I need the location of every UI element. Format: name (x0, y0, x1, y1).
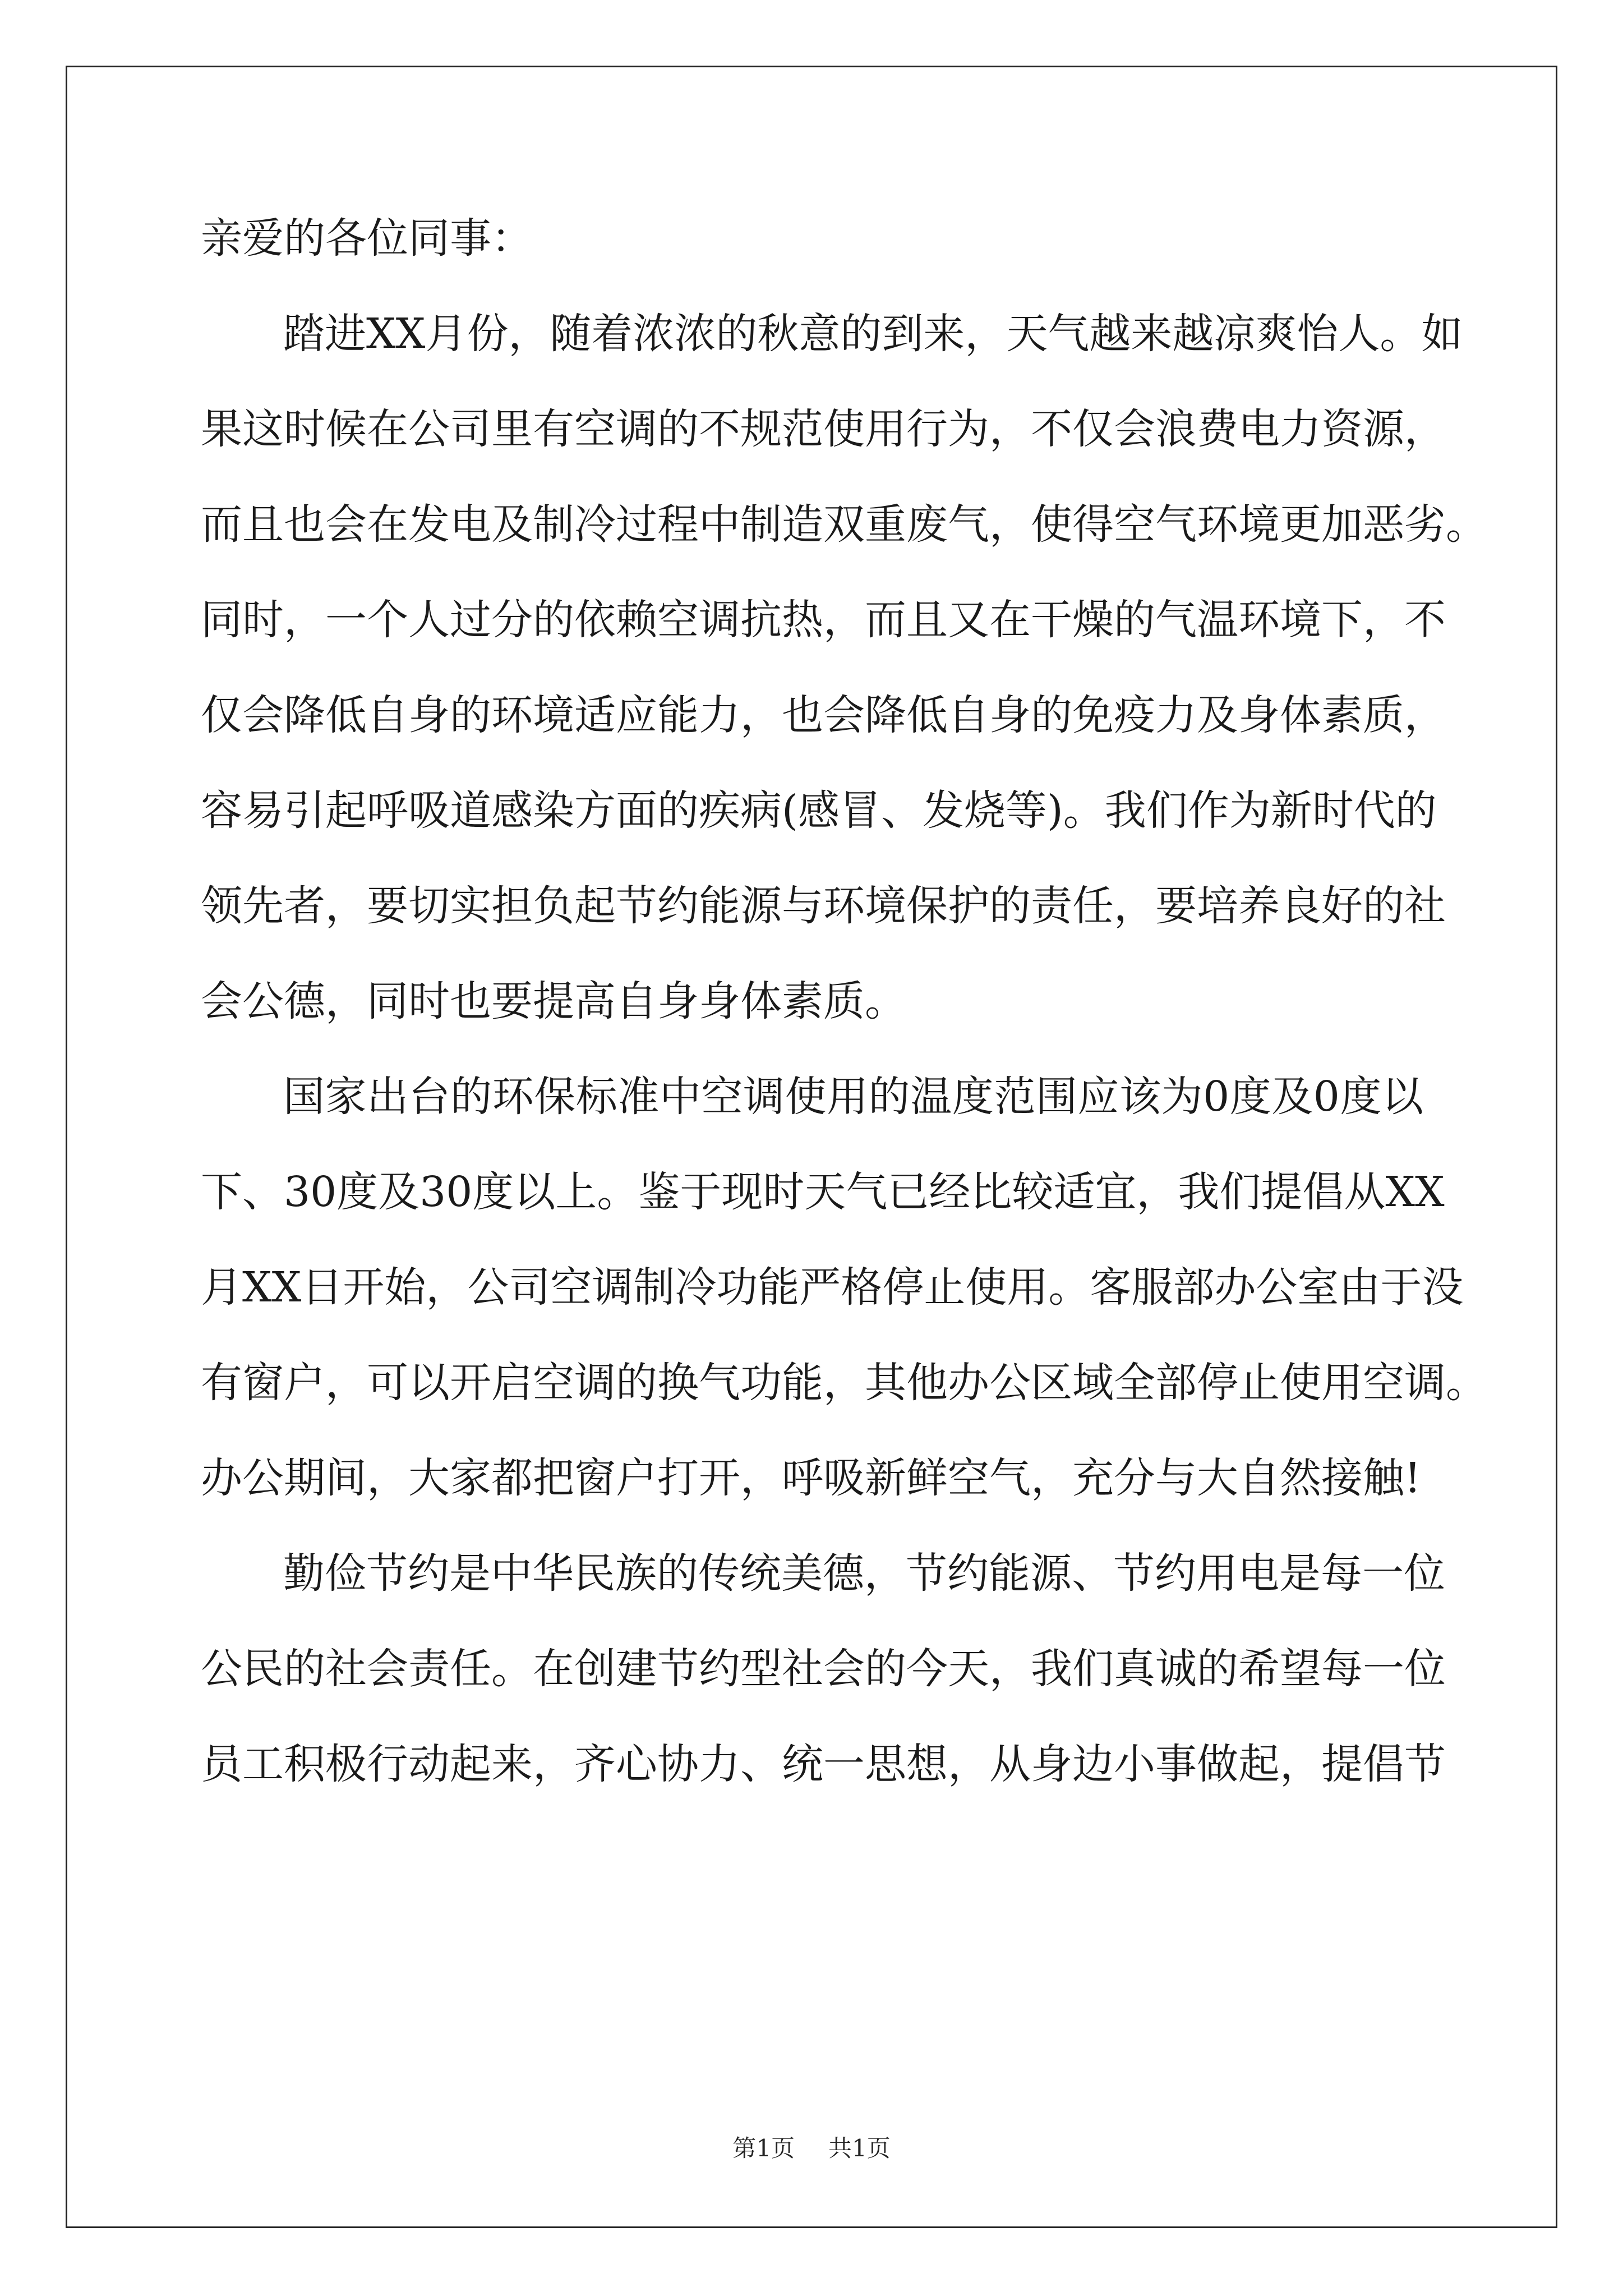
paragraph-1-line-5: 仅会降低自身的环境适应能力，也会降低自身的免疫力及身体素质， (201, 691, 1446, 739)
paragraph-1-line-3: 而且也会在发电及制冷过程中制造双重废气，使得空气环境更加恶劣。 (201, 500, 1487, 549)
page-number-current: 第1页 (732, 2134, 795, 2162)
paragraph-1-line-1: 踏进XX月份，随着浓浓的秋意的到来，天气越来越凉爽怡人。如 (283, 310, 1463, 358)
greeting-line: 亲爱的各位同事： (201, 214, 533, 263)
page-number-total: 共1页 (828, 2134, 891, 2162)
paragraph-3-line-1: 勤俭节约是中华民族的传统美德，节约能源、节约用电是每一位 (283, 1549, 1445, 1598)
paragraph-1-line-4: 同时，一个人过分的依赖空调抗热，而且又在干燥的气温环境下，不 (201, 596, 1446, 644)
paragraph-3-line-2: 公民的社会责任。在创建节约型社会的今天，我们真诚的希望每一位 (201, 1645, 1446, 1693)
paragraph-2-line-4: 有窗户，可以开启空调的换气功能，其他办公区域全部停止使用空调。 (201, 1359, 1487, 1407)
paragraph-2-line-5: 办公期间，大家都把窗户打开，呼吸新鲜空气，充分与大自然接触! (201, 1454, 1421, 1502)
paragraph-1-line-2: 果这时候在公司里有空调的不规范使用行为，不仅会浪费电力资源， (201, 405, 1446, 453)
paragraph-1-line-6: 容易引起呼吸道感染方面的疾病(感冒、发烧等)。我们作为新时代的 (201, 786, 1437, 835)
paragraph-1-line-7: 领先者，要切实担负起节约能源与环境保护的责任，要培养良好的社 (201, 882, 1446, 930)
page-border (66, 66, 1557, 2228)
paragraph-1-line-8: 会公德，同时也要提高自身身体素质。 (201, 977, 906, 1025)
paragraph-2-line-2: 下、30度及30度以上。鉴于现时天气已经比较适宜，我们提倡从XX (201, 1168, 1445, 1216)
paragraph-3-line-3: 员工积极行动起来，齐心协力、统一思想，从身边小事做起，提倡节 (201, 1740, 1446, 1788)
page-footer (0, 2132, 1623, 2165)
paragraph-2-line-1: 国家出台的环保标准中空调使用的温度范围应该为0度及0度以 (283, 1073, 1423, 1121)
paragraph-2-line-3: 月XX日开始，公司空调制冷功能严格停止使用。客服部办公室由于没 (201, 1263, 1464, 1312)
